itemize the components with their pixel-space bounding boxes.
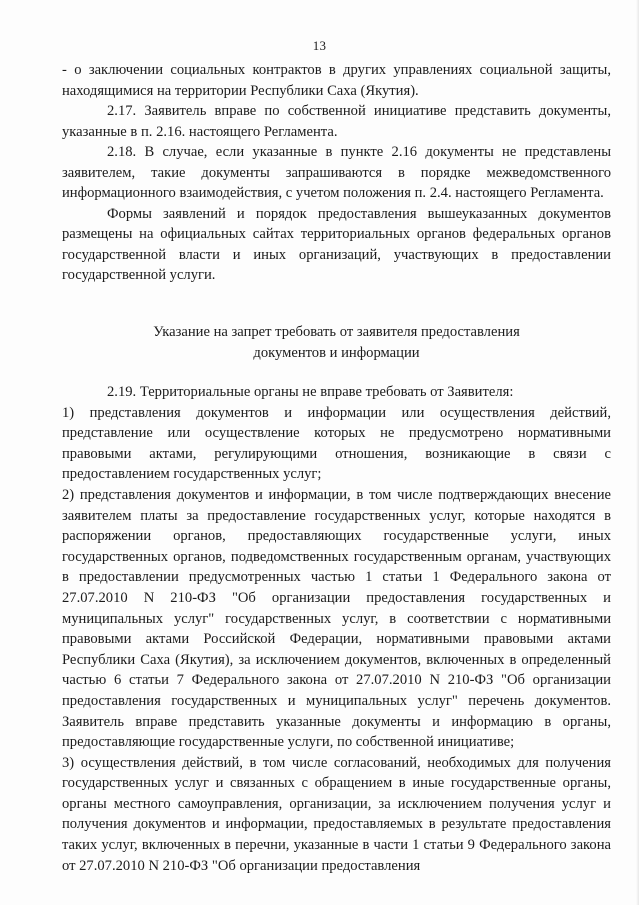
paragraph-2-18: 2.18. В случае, если указанные в пункте 2.16 документы не представлены заявителем, такие документы запрашиваются в порядке межведомственного информационного взаимодействия, с учетом положения п. 2.4. настоящего Регламента. bbox=[62, 144, 611, 201]
top-text-block bbox=[62, 60, 611, 286]
list-item-1: 1) представления документов и информации или осуществления действий, представление или осуществление которых не предусмотрено нормативными правовыми актами, регулирующими отношения, возникающие в связи с предоставлением государственных услуг; bbox=[62, 404, 611, 483]
paragraph-2-17: 2.17. Заявитель вправе по собственной инициативе представить документы, указанные в п. 2.16. настоящего Регламента. bbox=[62, 103, 611, 140]
section-heading-line-1: Указание на запрет требовать от заявителя предоставления bbox=[153, 324, 520, 340]
paragraph-2-19: 2.19. Территориальные органы не вправе требовать от Заявителя: bbox=[107, 384, 514, 400]
list-item-3: 3) осуществления действий, в том числе согласований, необходимых для получения государственных услуг и связанных с обращением в иные государственные органы, органы местного самоуправления, организации, за исключением получения услуг и получения документов и информации, предоставляемых в результате предоставления таких услуг, включенных в перечни, указанные в части 1 статьи 9 Федерального закона от 27.07.2010 N 210-ФЗ "Об организации предоставления bbox=[62, 754, 611, 874]
list-item-2: 2) представления документов и информации, в том числе подтверждающих внесение заявителем платы за предоставление государственных услуг, которые находятся в распоряжении органов, предоставляющих государственные услуги, иных государственных органов, подведомственных государственным органам, участвующих в предоставлении предусмотренных частью 1 статьи 1 Федерального закона от 27.07.2010 N 210-ФЗ "Об организации предоставления государственных и муниципальных услуг" государственных услуг, в соответствии с нормативными правовыми актами Российской Федерации, нормативными правовыми актами Республики Саха (Якутия), за исключением документов, включенных в определенный частью 6 статьи 7 Федерального закона от 27.07.2010 N 210-ФЗ "Об организации предоставления государственных и муниципальных услуг" перечень документов. Заявитель вправе представить указанные документы и информацию в органы, предоставляющие государственные услуги, по собственной инициативе; bbox=[62, 486, 611, 751]
section-heading bbox=[62, 322, 611, 363]
paragraph-social-contracts: - о заключении социальных контрактов в других управлениях социальной защиты, находящимися на территории Республики Саха (Якутия). bbox=[62, 62, 611, 99]
bottom-text-block bbox=[62, 382, 611, 876]
page-number: 13 bbox=[312, 38, 327, 53]
paragraph-forms: Формы заявлений и порядок предоставления вышеуказанных документов размещены на официальных сайтах территориальных органов федеральных органов государственной власти и иных организаций, участвующих в предоставлении государственной услуги. bbox=[62, 205, 611, 283]
section-heading-line-2: документов и информации bbox=[253, 344, 420, 361]
